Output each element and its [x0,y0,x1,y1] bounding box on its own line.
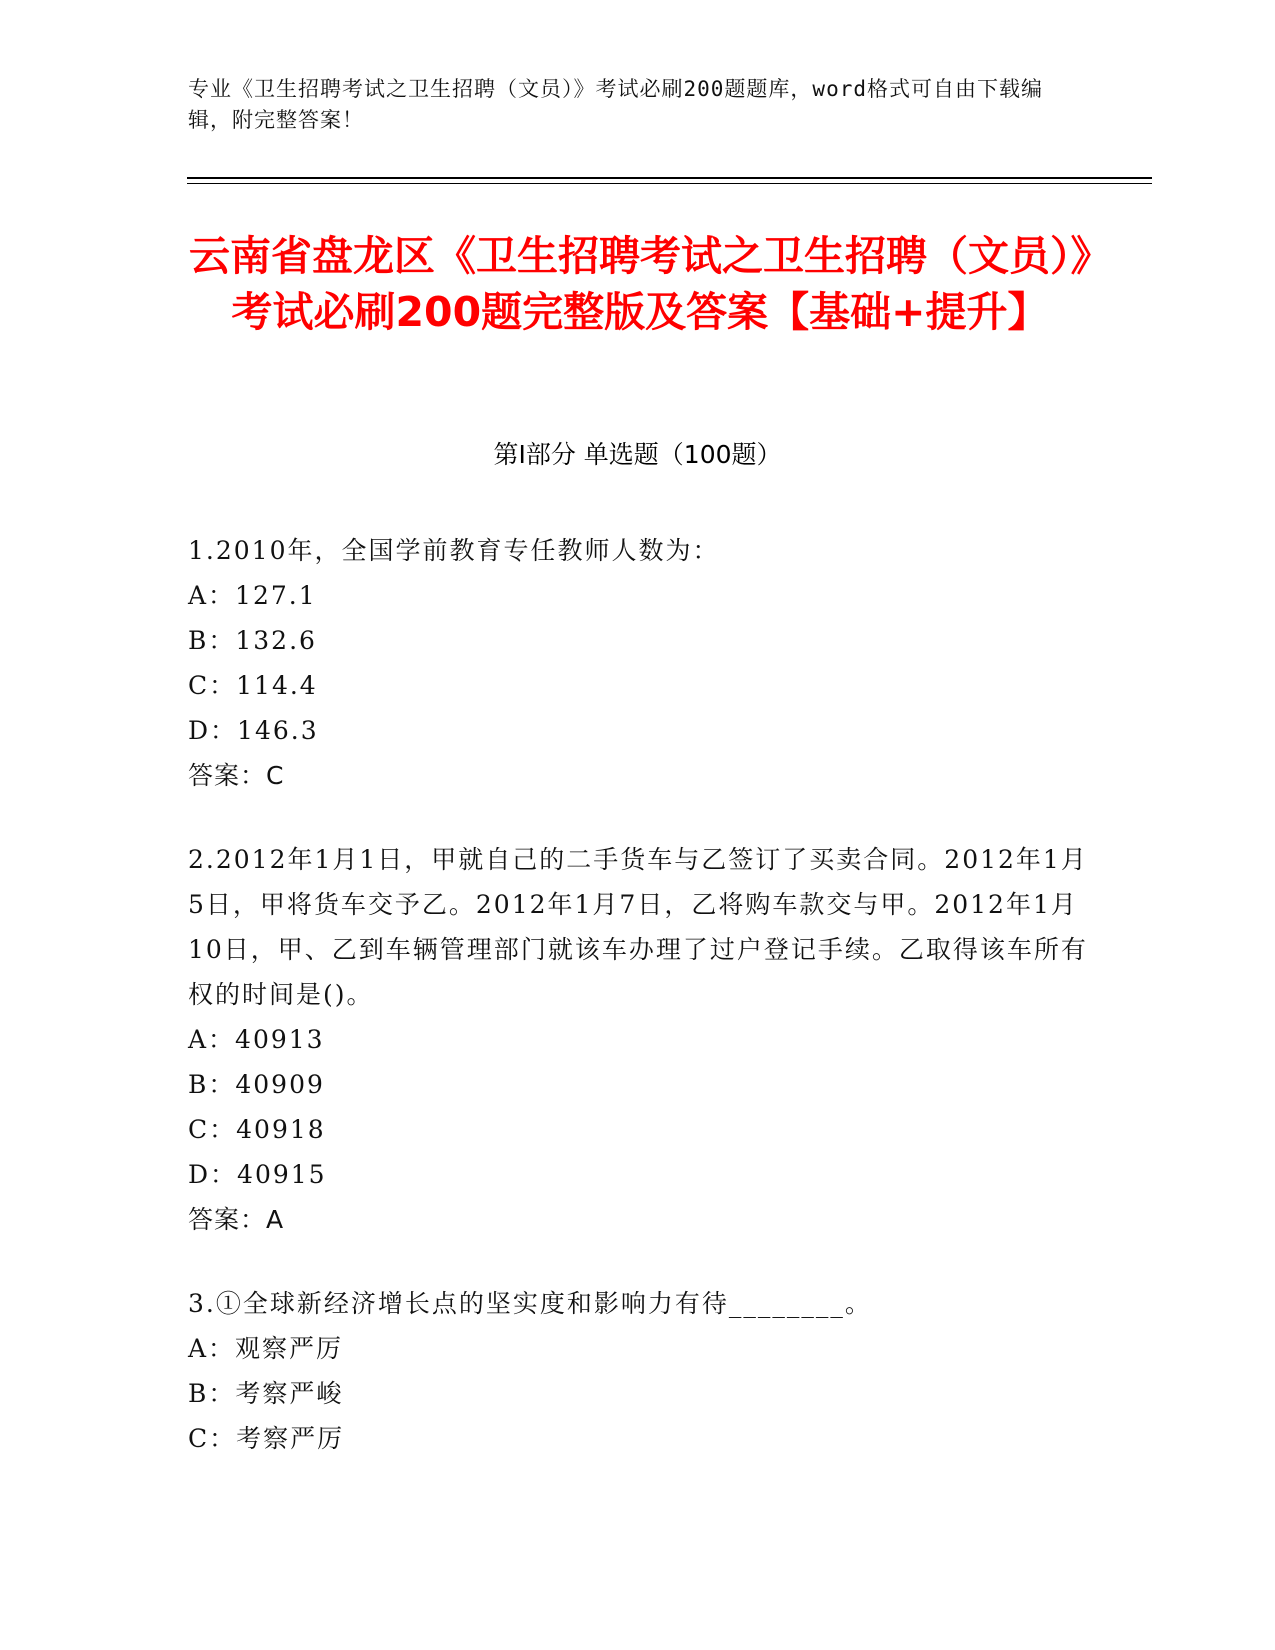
option-a: A：40913 [188,1025,325,1054]
option-c: C：考察严厉 [188,1424,345,1453]
question-1 [188,528,1088,798]
option-c: C：114.4 [188,671,318,700]
question-text: 2.2012年1月1日，甲就自己的二手货车与乙签订了买卖合同。2012年1月5日，甲将货车交予乙。2012年1月7日，乙将购车款交与甲。2012年1月10日，甲、乙到车辆管理部门就该车办理了过户登记手续。乙取得该车所有权的时间是()。 [188,845,1088,1009]
header-divider-thin [187,183,1152,184]
document-title: 云南省盘龙区《卫生招聘考试之卫生招聘（文员）》考试必刷200题完整版及答案【基础+提升】 [189,232,1091,336]
question-text: 3.①全球新经济增长点的坚实度和影响力有待________。 [188,1289,872,1318]
option-d: D：40915 [188,1160,327,1189]
header-divider-thick [187,177,1152,179]
question-list [188,528,1088,1500]
option-b: B：132.6 [188,626,317,655]
option-b: B：考察严峻 [188,1379,344,1408]
option-b: B：40909 [188,1070,325,1099]
section-title: 第I部分 单选题（100题） [493,440,782,469]
option-a: A：观察严厉 [188,1334,344,1363]
option-c: C：40918 [188,1115,326,1144]
option-a: A：127.1 [188,581,317,610]
answer: 答案：C [188,761,285,790]
question-text: 1.2010年，全国学前教育专任教师人数为： [188,536,720,565]
answer: 答案：A [188,1205,285,1234]
question-2 [188,837,1088,1242]
option-d: D：146.3 [188,716,319,745]
question-3 [188,1281,1088,1461]
header-note: 专业《卫生招聘考试之卫生招聘（文员）》考试必刷200题题库，word格式可自由下载编辑，附完整答案！ [188,77,1043,132]
